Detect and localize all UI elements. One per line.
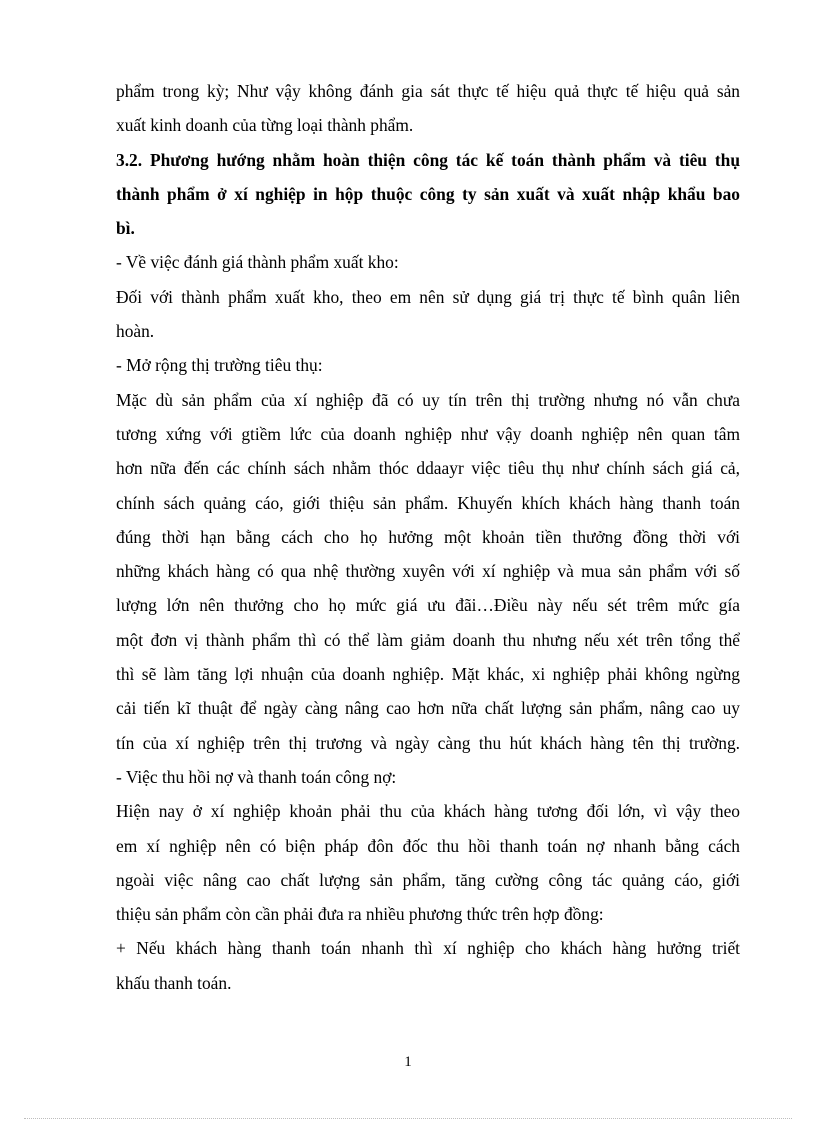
body-text-line: những khách hàng có qua nhệ thường xuyên với xí nghiệp và mua sản phẩm với số: [116, 561, 740, 582]
page-number: 1: [404, 1054, 412, 1070]
body-text-line: xuất kinh doanh của từng loại thành phẩm.: [116, 115, 414, 136]
body-text-line: chính sách quảng cáo, giới thiệu sản phẩm. Khuyến khích khách hàng thanh toán: [116, 492, 740, 513]
body-text-line: Mặc dù sản phẩm của xí nghiệp đã có uy tín trên thị trường nhưng nó vẫn chưa: [116, 389, 740, 410]
bullet-heading-debt: - Việc thu hồi nợ và thanh toán công nợ:: [116, 766, 397, 787]
body-text-line: tín của xí nghiệp trên thị trương và ngày càng thu hút khách hàng tên thị trường.: [116, 732, 740, 753]
body-text-line: cải tiến kĩ thuật để ngày càng nâng cao hơn nữa chất lượng sản phẩm, nâng cao uy: [116, 698, 740, 719]
section-heading-line: 3.2. Phương hướng nhằm hoàn thiện công tác kế toán thành phẩm và tiêu thụ: [116, 149, 740, 170]
section-heading-line: thành phẩm ở xí nghiệp in hộp thuộc công ty sản xuất và xuất nhập khẩu bao: [116, 183, 740, 204]
body-text-line: lượng lớn nên thưởng cho họ mức giá ưu đãi…Điều này nếu sét trêm mức gía: [116, 595, 740, 616]
body-text-line: Đối với thành phẩm xuất kho, theo em nên sử dụng giá trị thực tế bình quân liên: [116, 286, 740, 307]
body-text-line: một đơn vị thành phẩm thì có thể làm giảm doanh thu nhưng nếu xét trên tổng thể: [116, 629, 740, 650]
body-text-line: hoàn.: [116, 321, 155, 342]
document-body: [116, 74, 740, 1000]
page-bottom-divider: [24, 1118, 792, 1119]
body-text-line: Hiện nay ở xí nghiệp khoản phải thu của khách hàng tương đối lớn, vì vậy theo: [116, 801, 740, 822]
bullet-heading-valuation: - Về việc đánh giá thành phẩm xuất kho:: [116, 252, 399, 273]
section-heading-line: bì.: [116, 218, 135, 239]
body-text-line: khấu thanh toán.: [116, 972, 232, 993]
body-text-line: thì sẽ làm tăng lợi nhuận của doanh nghiệp. Mặt khác, xi nghiệp phải không ngừng: [116, 664, 740, 685]
bullet-heading-market: - Mở rộng thị trường tiêu thụ:: [116, 355, 323, 376]
body-text-line: tương xứng với gtiềm lức của doanh nghiệp như vậy doanh nghiệp nên quan tâm: [116, 423, 740, 444]
body-text-line: em xí nghiệp nên có biện pháp đôn đốc thu hồi thanh toán nợ nhanh bằng cách: [116, 835, 740, 856]
body-text-line: đúng thời hạn bằng cách cho họ hưởng một khoản tiền thưởng đồng thời với: [116, 526, 740, 547]
body-text-line: thiệu sản phẩm còn cần phải đưa ra nhiều phương thức trên hợp đồng:: [116, 904, 604, 925]
body-text-line: + Nếu khách hàng thanh toán nhanh thì xí nghiệp cho khách hàng hưởng triết: [116, 938, 740, 959]
body-text-line: hơn nữa đến các chính sách nhằm thóc ddaayr việc tiêu thụ như chính sách giá cả,: [116, 458, 740, 479]
body-text-line: ngoài việc nâng cao chất lượng sản phẩm, tăng cường công tác quảng cáo, giới: [116, 869, 740, 890]
body-text-line: phẩm trong kỳ; Như vậy không đánh gia sát thực tế hiệu quả thực tế hiệu quả sản: [116, 81, 740, 101]
